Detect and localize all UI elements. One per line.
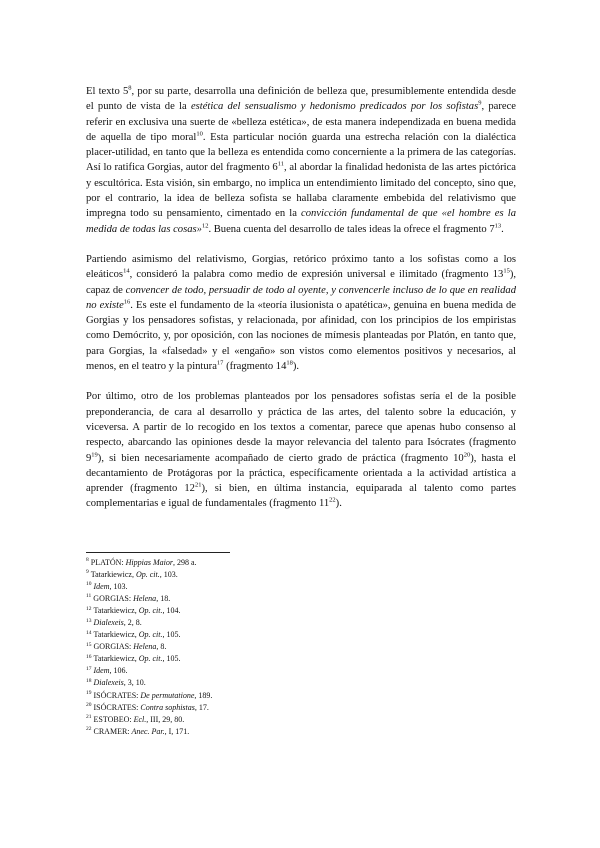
text-run: Tatarkiewicz, <box>93 654 139 664</box>
paragraph <box>86 84 516 237</box>
text-run: Partiendo asimismo del relativismo, Gorgias, retórico próximo tanto a los sofistas como a los eleáticos <box>86 253 516 281</box>
footnote-number: 20 <box>86 701 92 708</box>
text-run: , III, 29, 80. <box>146 714 185 724</box>
footnote <box>86 690 516 702</box>
text-run: (fragmento 14 <box>223 361 287 373</box>
footnote <box>86 557 516 569</box>
text-run: , 18. <box>156 594 171 604</box>
text-run: PLATÓN: <box>90 558 126 567</box>
footnote <box>86 714 516 726</box>
footnote <box>86 653 516 665</box>
footnote-number: 14 <box>86 629 92 636</box>
footnote-ref: 18 <box>286 359 293 367</box>
footnote-number: 21 <box>86 713 92 720</box>
text-run: , por su parte, desarrolla una definición de belleza que, presumiblemente entendida desde el punto de vista de la <box>86 86 516 113</box>
text-run: ). <box>292 361 300 373</box>
footnote-ref: 22 <box>329 496 336 504</box>
italic-text: Idem <box>93 582 110 592</box>
footnote-separator <box>86 552 230 553</box>
footnote <box>86 726 516 738</box>
text-run: ESTOBEO: <box>93 714 134 724</box>
text-run: GORGIAS: <box>93 642 134 652</box>
text-run: CRAMER: <box>93 726 132 736</box>
footnote-number: 19 <box>86 689 92 696</box>
footnote-number: 9 <box>86 569 89 576</box>
text-run: El texto 5 <box>86 86 129 97</box>
italic-text: Contra sophistas <box>140 702 195 712</box>
footnote <box>86 665 516 677</box>
text-run: GORGIAS: <box>93 594 134 604</box>
footnote-ref: 21 <box>194 481 202 489</box>
text-run: , 104. <box>162 606 181 616</box>
footnote <box>86 641 516 653</box>
text-run: , 103. <box>159 570 178 580</box>
text-run: . <box>501 223 504 235</box>
italic-text: Hippias Maior <box>125 558 173 567</box>
footnote <box>86 677 516 689</box>
italic-text: Helena <box>133 642 157 652</box>
text-run: , parece referir en exclusiva una suerte de «belleza estética», de esta manera independizada en buena medida de aquella de tipo moral <box>86 101 516 143</box>
footnote-ref: 8 <box>128 84 132 92</box>
text-run: ISÓCRATES: <box>93 702 141 712</box>
text-run: , 298 a. <box>172 558 197 567</box>
footnote <box>86 629 516 641</box>
footnote-ref: 17 <box>216 359 224 367</box>
text-run: , 105. <box>162 654 181 664</box>
text-run: , 2, 8. <box>123 618 142 628</box>
italic-text: estética del sensualismo y hedonismo predicados por los sofistas <box>190 101 479 113</box>
footnote-ref: 13 <box>494 222 502 230</box>
footnote-number: 13 <box>86 617 92 624</box>
text-run: Tatarkiewicz, <box>93 630 139 640</box>
text-run: ), capaz de <box>86 269 516 296</box>
text-run: , consideró la palabra como medio de expresión universal e ilimitado (fragmento 13 <box>129 269 504 281</box>
text-run: Por último, otro de los problemas planteados por los pensadores sofistas sería el de la posible preponderancia, de cara al desarrollo y práctica de las artes, del talento sobre la educación, y viceversa. A partir de lo recogido en los textos a comentar, parece que apenas hubo consenso al respecto, abarcando las opiniones desde la mayor relevancia del talento para Isócrates (fragmento 9 <box>86 391 516 464</box>
footnote-ref: 16 <box>123 298 131 306</box>
paragraph <box>86 389 516 511</box>
footnote <box>86 617 516 629</box>
italic-text: Helena <box>133 594 157 604</box>
footnote-ref: 12 <box>201 222 209 230</box>
footnote-ref: 10 <box>196 130 203 138</box>
text-run: . Esta particular noción guarda una estrecha relación con la dialéctica placer-utilidad, en tanto que la belleza es entendida como concerniente a la primera de las categorías. Así lo ratifica Gorgias, autor del fragmento 6 <box>86 131 516 174</box>
italic-text: Op. cit. <box>138 606 163 616</box>
italic-text: Anec. Par. <box>131 726 165 736</box>
text-run: ), hasta el decantamiento de Protágoras por la práctica, específicamente orientada a la actividad artística a aprender (fragmento 12 <box>86 452 516 495</box>
italic-text: convicción fundamental de que «el hombre es la medida de todas las cosas» <box>86 208 516 235</box>
footnotes <box>86 557 516 738</box>
footnote-ref: 9 <box>478 99 482 107</box>
text-run: , 105. <box>162 630 181 640</box>
italic-text: Idem <box>93 666 110 676</box>
footnote-number: 11 <box>86 593 92 600</box>
text-run: ), si bien, en última instancia, equiparada al talento como partes complementarias e igual de fundamentales (fragmento 11 <box>86 483 516 510</box>
italic-text: De permutatione <box>140 690 195 700</box>
footnote-number: 22 <box>86 726 92 732</box>
text-run: Tatarkiewicz, <box>90 570 136 580</box>
text-run: , al abordar la finalidad hedonista de las artes pictórica y escultórica. Esta visión, sin embargo, no implica un entendimiento limitado del concepto, sino que, por el contrario, la idea de belleza sofista se hallaba claramente embebida del relativismo que impregna todo su pensamiento, cimentado en la <box>86 162 516 220</box>
footnote-number: 15 <box>86 641 92 648</box>
footnote <box>86 702 516 714</box>
text-run: Tatarkiewicz, <box>93 606 139 616</box>
text-run: ). <box>335 498 342 510</box>
italic-text: Dialexeis <box>93 678 124 688</box>
italic-text: Dialexeis <box>93 618 124 628</box>
footnote-number: 12 <box>86 605 92 612</box>
text-run: , 17. <box>194 702 209 712</box>
body-text <box>86 84 516 527</box>
footnote-ref: 15 <box>503 267 510 275</box>
footnote-ref: 11 <box>277 160 284 168</box>
paragraph <box>86 252 516 374</box>
footnote-ref: 19 <box>91 451 98 458</box>
text-run: , 103. <box>109 582 128 592</box>
footnote-number: 10 <box>86 581 92 588</box>
text-run: , I, 171. <box>164 726 190 736</box>
italic-text: Op. cit. <box>138 654 163 664</box>
footnote-number: 16 <box>86 653 92 660</box>
text-run: . Es este el fundamento de la «teoría ilusionista o apatética», genuina en buena medida de Gorgias y los pensadores sofistas, y relacionada, por afinidad, con los principios de los empiristas como Demócrito, y, por oposición, con las nociones de mímesis planteadas por Platón, en tanto que, para Gorgias, la «falsedad» y el «engaño» son vistos como elementos positivos y necesarios, al menos, en el teatro y la pintura <box>86 299 516 373</box>
footnote <box>86 581 516 593</box>
text-run: , 189. <box>194 690 213 700</box>
footnote <box>86 605 516 617</box>
footnote-ref: 14 <box>123 267 130 275</box>
footnote-ref: 20 <box>463 451 471 458</box>
text-run: , 8. <box>156 642 167 652</box>
footnote-number: 18 <box>86 677 92 684</box>
text-run: ), si bien necesariamente acompañado de cierto grado de práctica (fragmento 10 <box>97 452 464 464</box>
text-run: . Buena cuenta del desarrollo de tales ideas la ofrece el fragmento 7 <box>208 223 495 235</box>
text-run: , 106. <box>109 666 128 676</box>
footnote-number: 17 <box>86 665 92 672</box>
italic-text: convencer de todo, persuadir de todo al oyente, y convencerle incluso de lo que en realidad no existe <box>86 284 517 311</box>
footnote <box>86 593 516 605</box>
footnote <box>86 569 516 581</box>
italic-text: Op. cit. <box>135 570 160 580</box>
text-run: ISÓCRATES: <box>93 690 141 700</box>
footnote-number: 8 <box>86 557 89 564</box>
text-run: , 3, 10. <box>123 678 146 688</box>
italic-text: Ecl. <box>133 714 147 724</box>
italic-text: Op. cit. <box>138 630 163 640</box>
